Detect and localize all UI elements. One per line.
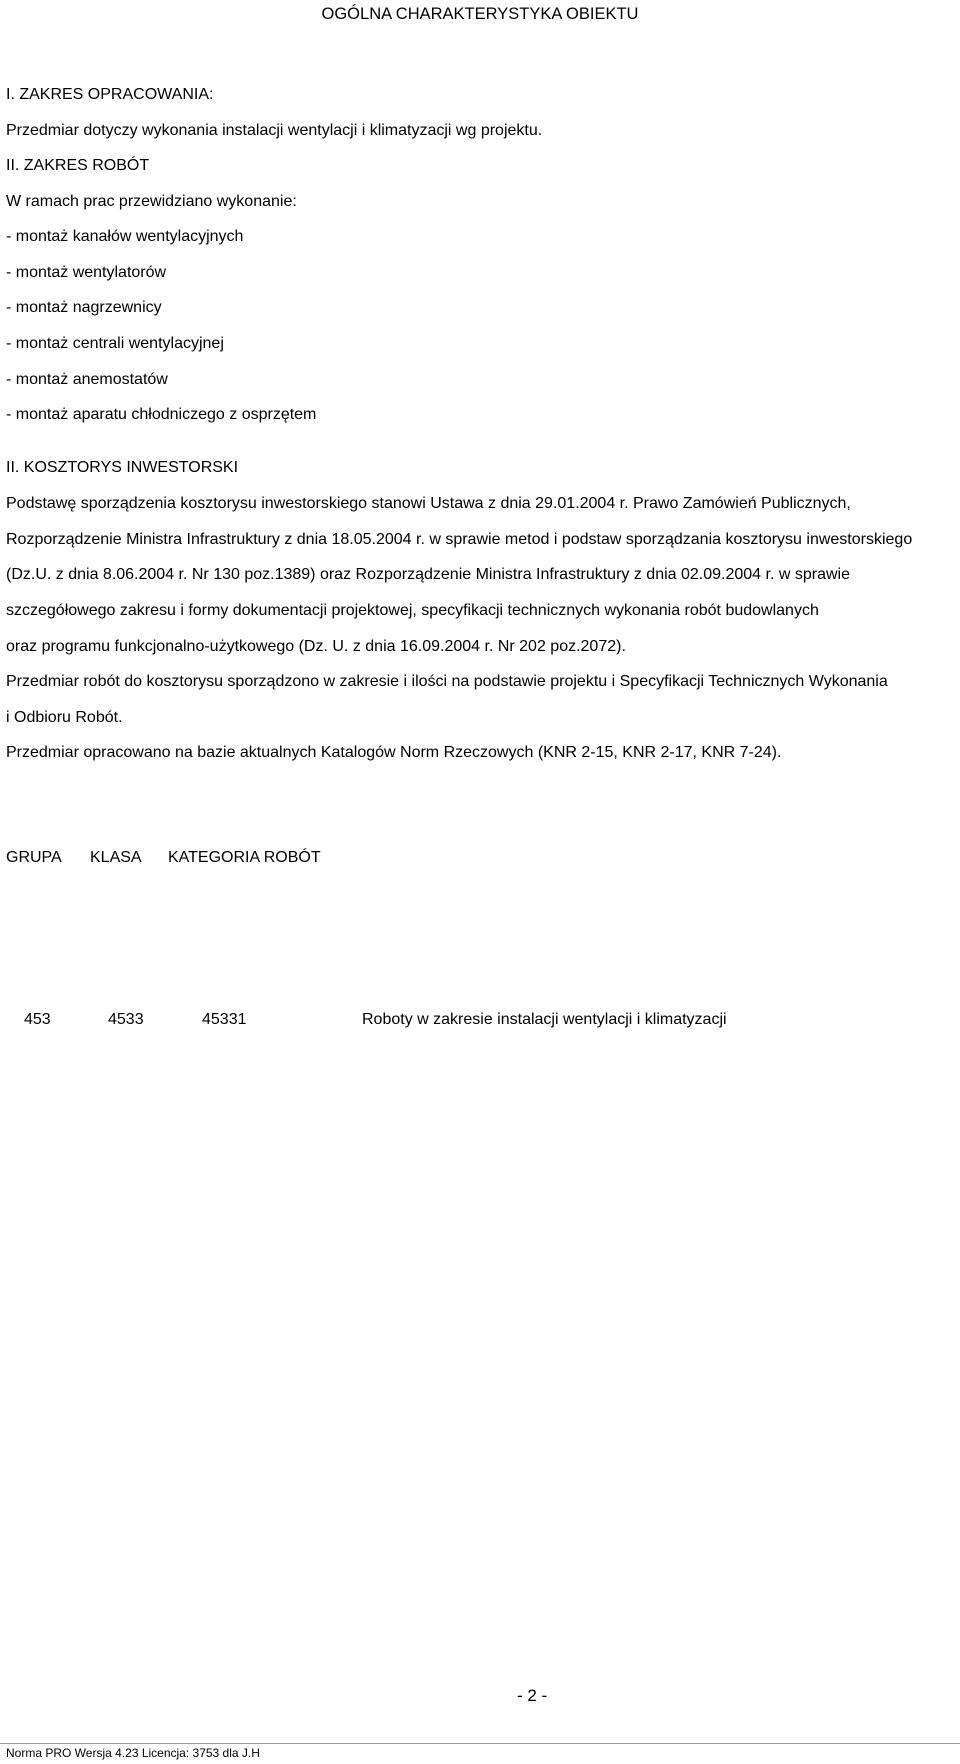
row-description: Roboty w zakresie instalacji wentylacji i klimatyzacji — [362, 1011, 727, 1028]
row-group: 453 — [24, 1011, 51, 1028]
section1-text: Przedmiar dotyczy wykonania instalacji wentylacji i klimatyzacji wg projektu. — [6, 122, 543, 139]
document-title: OGÓLNA CHARAKTERYSTYKA OBIEKTU — [321, 5, 639, 23]
paragraph1-line: Podstawę sporządzenia kosztorysu inwestorskiego stanowi Ustawa z dnia 29.01.2004 r. Prawo Zamówień Publicznych, — [6, 495, 851, 512]
footer-text: Norma PRO Wersja 4.23 Licencja: 3753 dla J.H — [6, 1746, 260, 1760]
section2-intro: W ramach prac przewidziano wykonanie: — [6, 193, 297, 210]
paragraph3: Przedmiar opracowano na bazie aktualnych Katalogów Norm Rzeczowych (KNR 2-15, KNR 2-17, KNR 7-24). — [6, 744, 782, 761]
scope-list-item: - montaż anemostatów — [6, 371, 168, 388]
section2-heading: II. ZAKRES ROBÓT — [6, 157, 150, 174]
scope-list-item: - montaż aparatu chłodniczego z osprzętem — [6, 406, 317, 423]
paragraph1-line: Rozporządzenie Ministra Infrastruktury z dnia 18.05.2004 r. w sprawie metod i podstaw sporządzania kosztorysu inwestorskiego — [6, 531, 913, 548]
scope-list-item: - montaż kanałów wentylacyjnych — [6, 228, 244, 245]
scope-list-item: - montaż nagrzewnicy — [6, 299, 162, 316]
footer-divider — [0, 1743, 960, 1744]
paragraph1-line: oraz programu funkcjonalno-użytkowego (Dz. U. z dnia 16.09.2004 r. Nr 202 poz.2072). — [6, 638, 626, 655]
section3-heading: II. KOSZTORYS INWESTORSKI — [6, 459, 239, 476]
paragraph2-line: i Odbioru Robót. — [6, 709, 123, 726]
row-class: 4533 — [108, 1011, 144, 1028]
paragraph1-line: szczegółowego zakresu i formy dokumentacji projektowej, specyfikacji technicznych wykonania robót budowlanych — [6, 602, 819, 619]
row-category: 45331 — [202, 1011, 247, 1028]
page-number: - 2 - — [517, 1686, 548, 1705]
scope-list-item: - montaż wentylatorów — [6, 264, 167, 281]
header-group: GRUPA — [6, 849, 62, 866]
header-category: KATEGORIA ROBÓT — [168, 849, 321, 866]
paragraph1-line: (Dz.U. z dnia 8.06.2004 r. Nr 130 poz.1389) oraz Rozporządzenie Ministra Infrastruktury z dnia 02.09.2004 r. w sprawie — [6, 566, 850, 583]
section1-heading: I. ZAKRES OPRACOWANIA: — [6, 86, 214, 103]
paragraph2-line: Przedmiar robót do kosztorysu sporządzono w zakresie i ilości na podstawie projektu i Specyfikacji Technicznych Wykonania — [6, 673, 888, 690]
header-class: KLASA — [90, 849, 142, 866]
scope-list-item: - montaż centrali wentylacyjnej — [6, 335, 224, 352]
